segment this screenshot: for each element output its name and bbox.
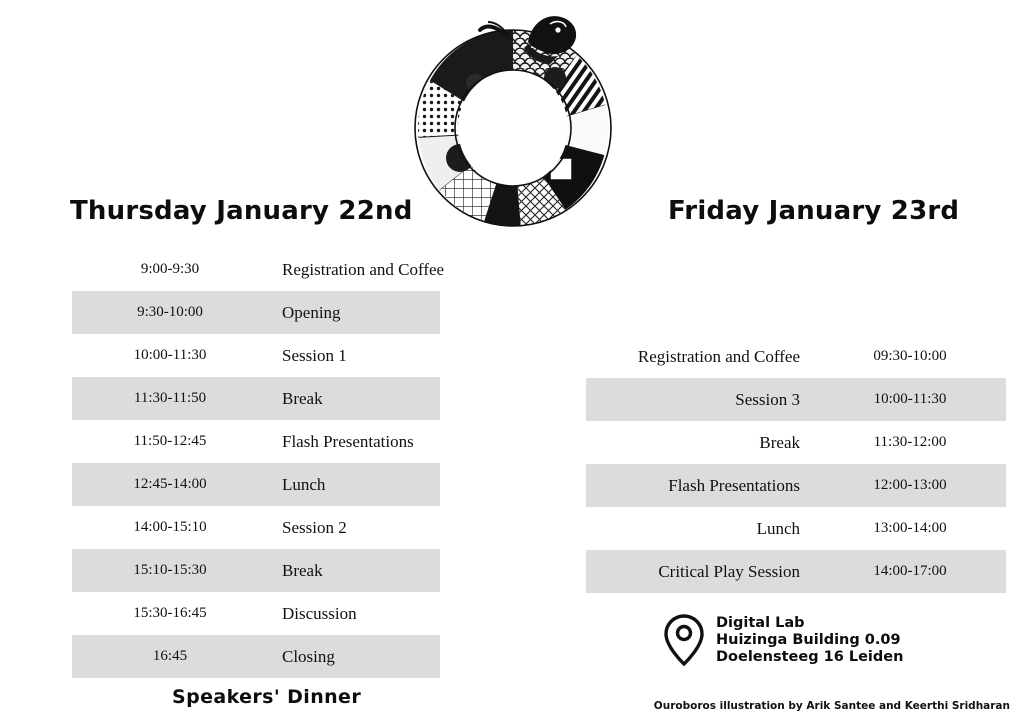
schedule-table-friday <box>586 335 1006 593</box>
row-label: Break <box>268 549 440 592</box>
row-label: Lunch <box>268 463 440 506</box>
table-row <box>586 378 1006 421</box>
row-label: Session 3 <box>586 378 814 421</box>
row-label: Flash Presentations <box>586 464 814 507</box>
table-row <box>72 463 440 506</box>
row-time: 10:00-11:30 <box>814 378 1006 421</box>
row-time: 15:30-16:45 <box>133 605 207 621</box>
row-label: Lunch <box>756 518 800 538</box>
ouroboros-logo <box>400 8 626 242</box>
row-label: Opening <box>268 291 440 334</box>
row-label: Discussion <box>282 603 357 623</box>
row-time: 11:50-12:45 <box>133 433 207 449</box>
table-row <box>72 291 440 334</box>
row-label: Critical Play Session <box>586 550 814 593</box>
row-time: 12:00-13:00 <box>814 464 1006 507</box>
row-time: 11:30-11:50 <box>72 377 268 420</box>
table-row <box>72 377 440 420</box>
row-label: Session 1 <box>282 345 347 365</box>
row-label: Flash Presentations <box>282 431 414 451</box>
ouroboros-illustration <box>400 8 626 242</box>
speakers-dinner-label: Speakers' Dinner <box>172 686 362 708</box>
table-row <box>72 420 440 463</box>
venue-line-1: Digital Lab <box>716 614 805 631</box>
row-label: Break <box>759 432 800 452</box>
row-time: 9:00-9:30 <box>140 261 200 277</box>
table-row <box>586 464 1006 507</box>
row-time: 13:00-14:00 <box>873 520 947 536</box>
row-time: 11:30-12:00 <box>873 434 947 450</box>
row-label: Break <box>268 377 440 420</box>
row-time: 14:00-17:00 <box>814 550 1006 593</box>
map-pin-icon <box>664 614 704 666</box>
table-row <box>586 550 1006 593</box>
table-row <box>586 335 1006 378</box>
table-row <box>72 549 440 592</box>
table-row <box>586 421 1006 464</box>
schedule-table-thursday <box>72 248 445 678</box>
row-label: Registration and Coffee <box>637 346 800 366</box>
venue-block <box>664 614 903 666</box>
table-row <box>72 248 440 291</box>
row-label: Session 2 <box>282 517 347 537</box>
row-time: 15:10-15:30 <box>72 549 268 592</box>
illustration-credit: Ouroboros illustration by Arik Santee and Keerthi Sridharan <box>653 700 1010 712</box>
row-time: 09:30-10:00 <box>873 348 947 364</box>
day-heading-friday: Friday January 23rd <box>668 196 960 226</box>
table-row <box>586 507 1006 550</box>
row-label: Registration and Coffee <box>282 259 445 279</box>
venue-line-3: Doelensteeg 16 Leiden <box>716 648 904 665</box>
table-row <box>72 334 440 377</box>
table-row <box>72 592 440 635</box>
day-heading-thursday: Thursday January 22nd <box>70 196 413 226</box>
table-row <box>72 506 440 549</box>
venue-line-2: Huizinga Building 0.09 <box>716 631 901 648</box>
row-label: Closing <box>268 635 440 678</box>
row-time: 14:00-15:10 <box>133 519 207 535</box>
row-time: 12:45-14:00 <box>72 463 268 506</box>
table-row <box>72 635 440 678</box>
row-time: 16:45 <box>72 635 268 678</box>
row-time: 9:30-10:00 <box>72 291 268 334</box>
row-time: 10:00-11:30 <box>133 347 207 363</box>
